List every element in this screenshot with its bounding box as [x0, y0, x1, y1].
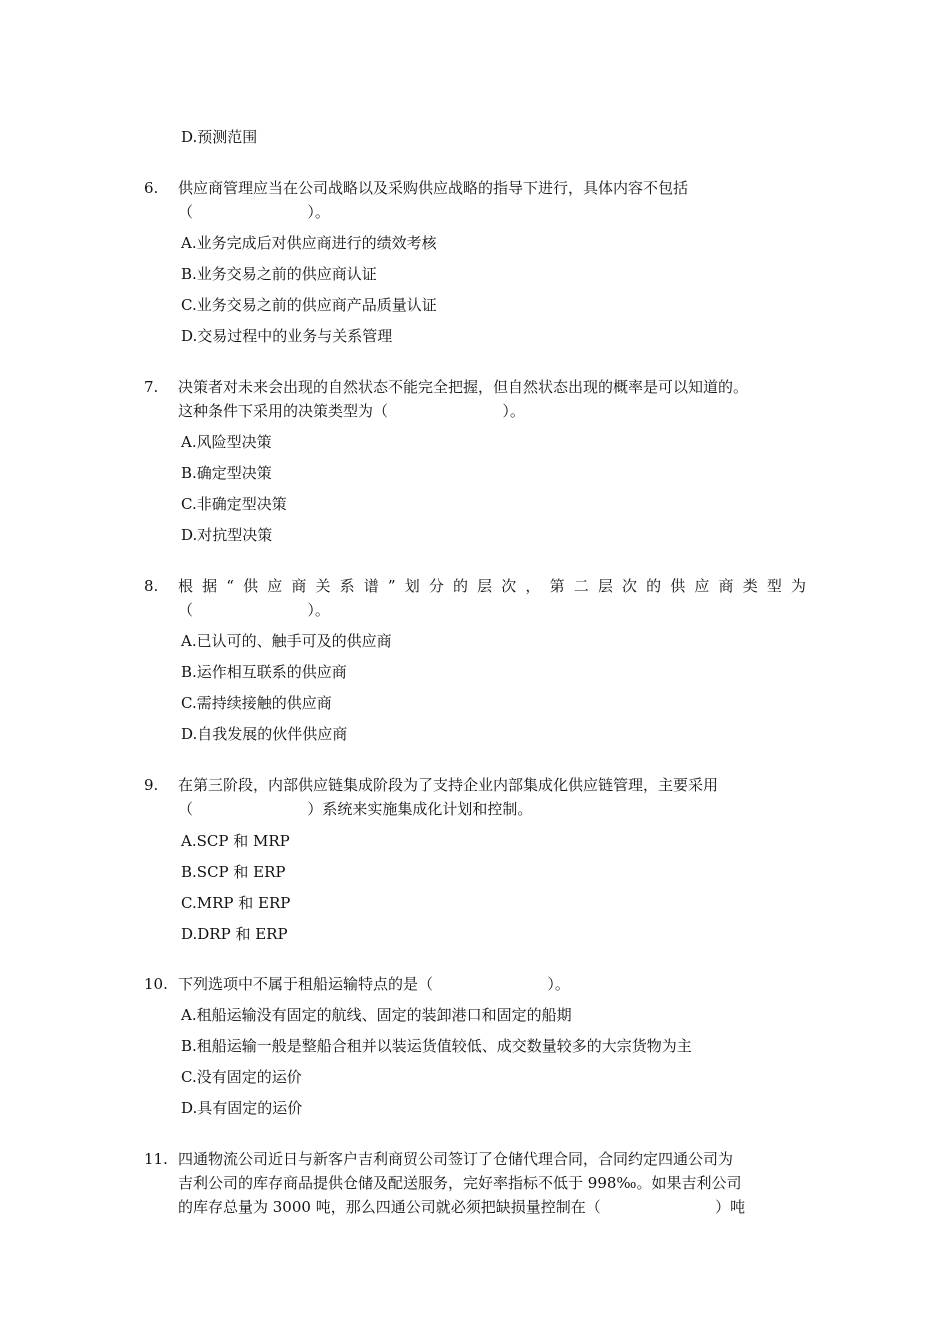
question-6-option-d: D.交易过程中的业务与关系管理 — [181, 327, 393, 345]
question-6-option-a: A.业务完成后对供应商进行的绩效考核 — [181, 234, 437, 252]
question-7-stem-line1: 决策者对未来会出现的自然状态不能完全把握，但自然状态出现的概率是可以知道的。 — [178, 378, 749, 396]
question-7-option-c: C.非确定型决策 — [181, 495, 287, 513]
question-9-option-a: A.SCP 和 MRP — [181, 832, 290, 850]
question-8-stem-line2: （ ）。 — [178, 601, 330, 619]
question-9-option-d: D.DRP 和 ERP — [181, 925, 288, 943]
question-8-stem-char: 谱 — [363, 577, 379, 595]
question-8-stem-char: 层 — [477, 577, 493, 595]
question-7-option-d: D.对抗型决策 — [181, 526, 273, 544]
question-9-stem-line1: 在第三阶段，内部供应链集成阶段为了支持企业内部集成化供应链管理，主要采用 — [178, 776, 719, 794]
question-8-stem-char: 分 — [428, 577, 444, 595]
question-8-stem-char: 次 — [621, 577, 637, 595]
question-8-option-b: B.运作相互联系的供应商 — [181, 663, 347, 681]
question-6-stem-line2: （ ）。 — [178, 203, 330, 221]
question-6-option-c: C.业务交易之前的供应商产品质量认证 — [181, 296, 437, 314]
question-10-option-c: C.没有固定的运价 — [181, 1068, 302, 1086]
question-8-stem-char: 系 — [339, 577, 355, 595]
question-9-option-b: B.SCP 和 ERP — [181, 863, 286, 881]
question-8-option-c: C.需持续接触的供应商 — [181, 694, 332, 712]
question-8-stem-char: 层 — [597, 577, 613, 595]
question-6-option-b: B.业务交易之前的供应商认证 — [181, 265, 377, 283]
question-8-stem-char: “ — [226, 577, 234, 595]
question-10-stem-line1: 下列选项中不属于租船运输特点的是（ ）。 — [178, 975, 570, 993]
question-8-stem-line1 — [178, 576, 806, 596]
question-11-stem-line3: 的库存总量为 3000 吨，那么四通公司就必须把缺损量控制在（ ）吨 — [178, 1198, 746, 1216]
question-8-stem-char: 型 — [766, 577, 782, 595]
question-8-stem-char: 应 — [267, 577, 283, 595]
question-7-option-b: B.确定型决策 — [181, 464, 272, 482]
question-8-stem-char: 类 — [742, 577, 758, 595]
question-8-number: 8. — [144, 577, 159, 595]
question-10-option-b: B.租船运输一般是整船合租并以装运货值较低、成交数量较多的大宗货物为主 — [181, 1037, 692, 1055]
question-11-number: 11. — [144, 1150, 168, 1168]
question-9-number: 9. — [144, 776, 159, 794]
question-8-stem-char: 据 — [202, 577, 218, 595]
question-11-stem-line2: 吉利公司的库存商品提供仓储及配送服务，完好率指标不低于 998‰。如果吉利公司 — [178, 1174, 742, 1192]
question-7-stem-line2: 这种条件下采用的决策类型为（ ）。 — [178, 402, 525, 420]
question-8-stem-char: 次 — [501, 577, 517, 595]
question-8-stem-char: 商 — [718, 577, 734, 595]
question-8-option-d: D.自我发展的伙伴供应商 — [181, 725, 348, 743]
prev-option-d: D.预测范围 — [181, 128, 258, 146]
question-6-number: 6. — [144, 179, 159, 197]
question-8-stem-char: 为 — [790, 577, 806, 595]
question-10-option-d: D.具有固定的运价 — [181, 1099, 303, 1117]
question-8-stem-char: 的 — [453, 577, 469, 595]
question-8-option-a: A.已认可的、触手可及的供应商 — [181, 632, 392, 650]
question-8-stem-char: ” — [387, 577, 396, 595]
question-8-stem-char: 二 — [573, 577, 589, 595]
question-8-stem-char: 根 — [178, 577, 194, 595]
question-8-stem-char: 划 — [404, 577, 420, 595]
question-7-option-a: A.风险型决策 — [181, 433, 272, 451]
question-8-stem-char: 商 — [291, 577, 307, 595]
question-8-stem-char: 的 — [646, 577, 662, 595]
question-9-stem-line2: （ ）系统来实施集成化计划和控制。 — [178, 800, 533, 818]
question-8-stem-char: 关 — [315, 577, 331, 595]
question-10-option-a: A.租船运输没有固定的航线、固定的装卸港口和固定的船期 — [181, 1006, 572, 1024]
question-8-stem-char: 第 — [549, 577, 565, 595]
question-8-stem-char: ， — [525, 577, 541, 595]
question-8-stem-char: 供 — [670, 577, 686, 595]
question-8-stem-char: 供 — [243, 577, 259, 595]
question-10-number: 10. — [144, 975, 168, 993]
question-6-stem-line1: 供应商管理应当在公司战略以及采购供应战略的指导下进行，具体内容不包括 — [178, 179, 689, 197]
question-8-stem-char: 应 — [694, 577, 710, 595]
question-9-option-c: C.MRP 和 ERP — [181, 894, 291, 912]
question-7-number: 7. — [144, 378, 159, 396]
question-11-stem-line1: 四通物流公司近日与新客户吉利商贸公司签订了仓储代理合同，合同约定四通公司为 — [178, 1150, 734, 1168]
